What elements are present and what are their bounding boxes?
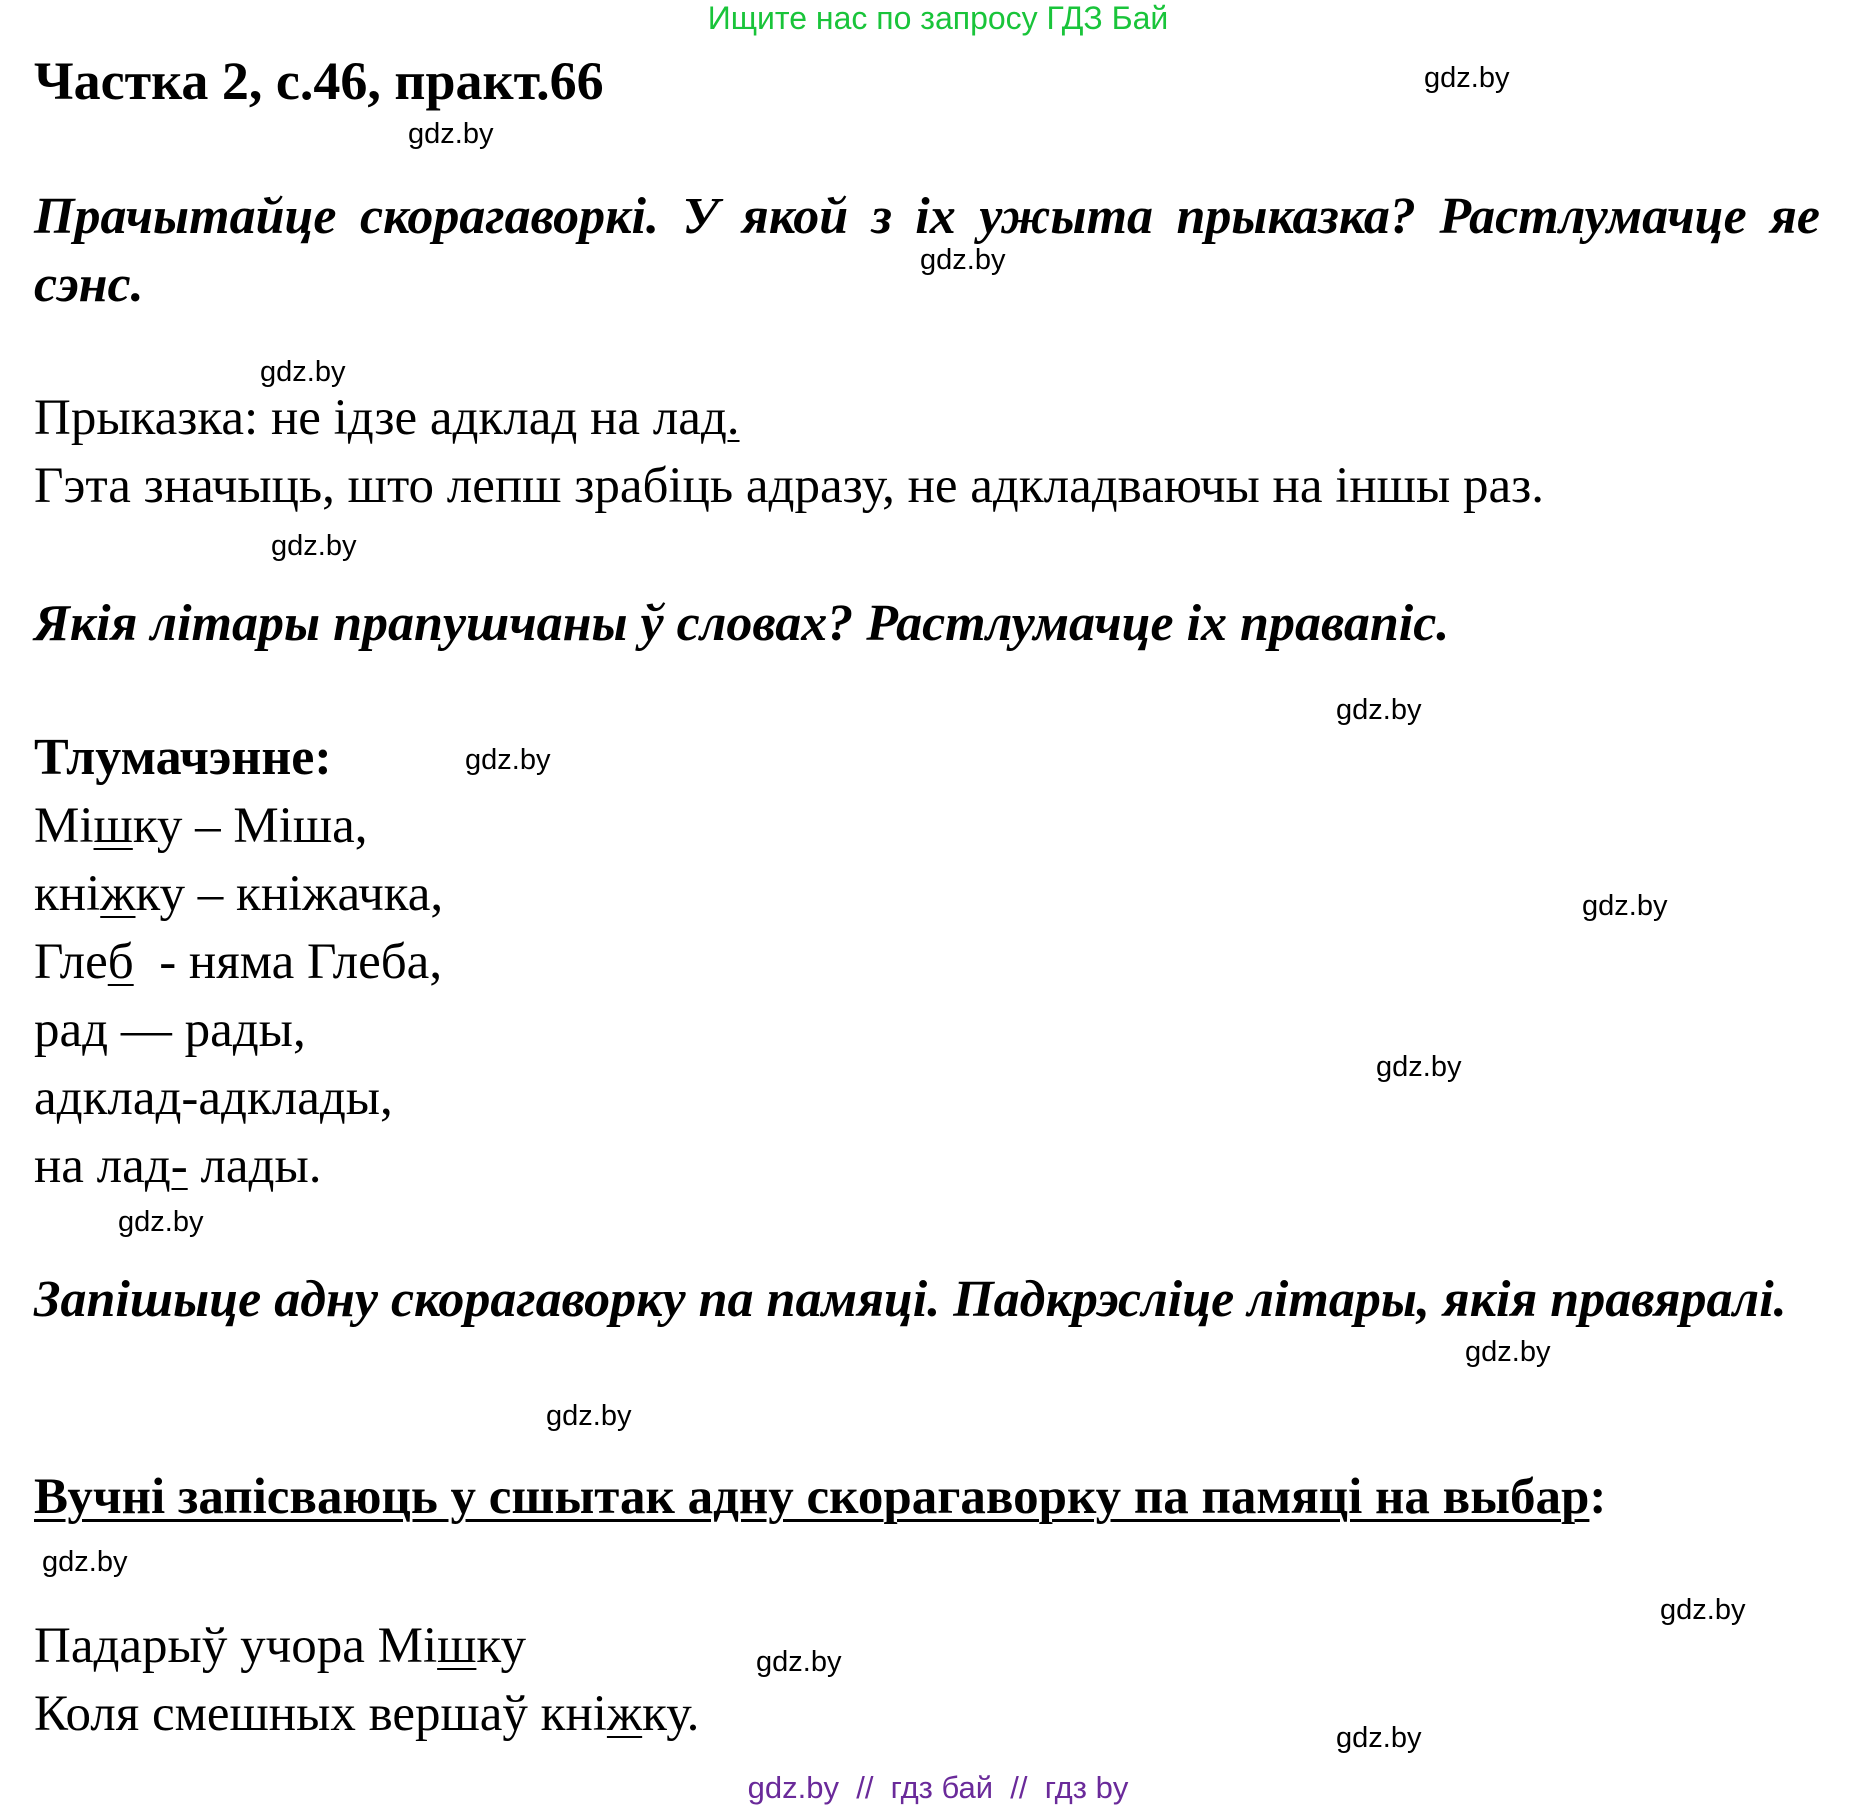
word-start: адкла — [34, 1070, 156, 1126]
word-start: ра — [34, 1002, 83, 1058]
word-rest: ку – Міша, — [132, 798, 368, 854]
word-rest: - няма Глеба, — [133, 934, 443, 990]
word-rest: — рады, — [108, 1002, 306, 1058]
task-1: Прачытайце скорагаворкі. У якой з іх ужыта прыказка? Растлумачце яе сэнс. — [34, 188, 1820, 313]
watermark: gdz.by — [1582, 890, 1668, 922]
underlined-letter: д — [82, 1002, 109, 1058]
watermark: gdz.by — [271, 530, 357, 562]
underlined-letter: ж — [606, 1686, 643, 1742]
watermark: gdz.by — [260, 356, 346, 388]
explanation-label: Тлумачэнне: — [34, 729, 332, 786]
watermark: gdz.by — [1376, 1051, 1462, 1083]
explanation-item — [34, 860, 443, 928]
watermark: gdz.by — [756, 1646, 842, 1678]
word-start: Гле — [34, 934, 108, 990]
watermark: gdz.by — [118, 1206, 204, 1238]
task-2: Якія літары прапушчаны ў словах? Растлумачце іх правапіс. — [34, 595, 1450, 652]
underlined-letter: ш — [93, 798, 133, 854]
line-start: Коля смешных вершаў кні — [34, 1686, 607, 1742]
explanation-item — [34, 928, 442, 996]
word-start: Мі — [34, 798, 94, 854]
watermark: gdz.by — [546, 1400, 632, 1432]
underlined-letter: д- — [144, 1138, 188, 1194]
line-start: Падарыў учора Мі — [34, 1618, 438, 1674]
top-banner: Ищите нас по запросу ГДЗ Бай — [707, 0, 1169, 36]
underlined-letter: ж — [100, 866, 136, 922]
footer-links: gdz.by // гдз бай // гдз by — [747, 1770, 1129, 1805]
watermark: gdz.by — [1465, 1336, 1551, 1368]
explanation-item — [34, 1132, 322, 1200]
watermark: gdz.by — [1660, 1594, 1746, 1626]
students-heading-line — [34, 1468, 1606, 1526]
tongue-twister-line — [34, 1680, 699, 1748]
task-3: Запішыце адну скорагаворку па памяці. Падкрэсліце літары, якія правяралі. — [34, 1271, 1787, 1328]
line-rest: ку — [476, 1618, 526, 1674]
watermark: gdz.by — [465, 744, 551, 776]
underlined-letter: д — [551, 390, 578, 446]
watermark: gdz.by — [1424, 62, 1510, 94]
underlined-letter: д — [155, 1070, 182, 1126]
word-start: кні — [34, 866, 101, 922]
heading-colon: : — [1589, 1469, 1607, 1525]
watermark: gdz.by — [42, 1546, 128, 1578]
underlined-letter: б — [107, 934, 134, 990]
word-rest: -адклады, — [181, 1070, 393, 1126]
underlined-letter: д. — [700, 390, 740, 446]
watermark: gdz.by — [920, 244, 1006, 276]
proverb-middle: на ла — [577, 390, 701, 446]
watermark: gdz.by — [1336, 1722, 1422, 1754]
meaning-line: Гэта значыць, што лепш зрабіць адразу, не адкладваючы на іншы раз. — [34, 458, 1545, 514]
watermark: gdz.by — [408, 118, 494, 150]
page-title: Частка 2, с.46, практ.66 — [34, 51, 604, 111]
tongue-twister-line — [34, 1612, 526, 1680]
word-rest: лады. — [187, 1138, 322, 1194]
explanation-item — [34, 996, 306, 1064]
explanation-item — [34, 1064, 393, 1132]
word-rest: ку – кніжачка, — [135, 866, 444, 922]
line-rest: ку. — [642, 1686, 700, 1742]
proverb-line — [34, 384, 740, 452]
underlined-letter: ш — [437, 1618, 477, 1674]
word-start: на ла — [34, 1138, 145, 1194]
proverb-prefix: Прыказка: не ідзе адкла — [34, 390, 552, 446]
explanation-item — [34, 792, 368, 860]
students-heading: Вучні запісваюць у сшытак адну скорагаворку па памяці на выбар — [34, 1469, 1590, 1525]
watermark: gdz.by — [1336, 694, 1422, 726]
